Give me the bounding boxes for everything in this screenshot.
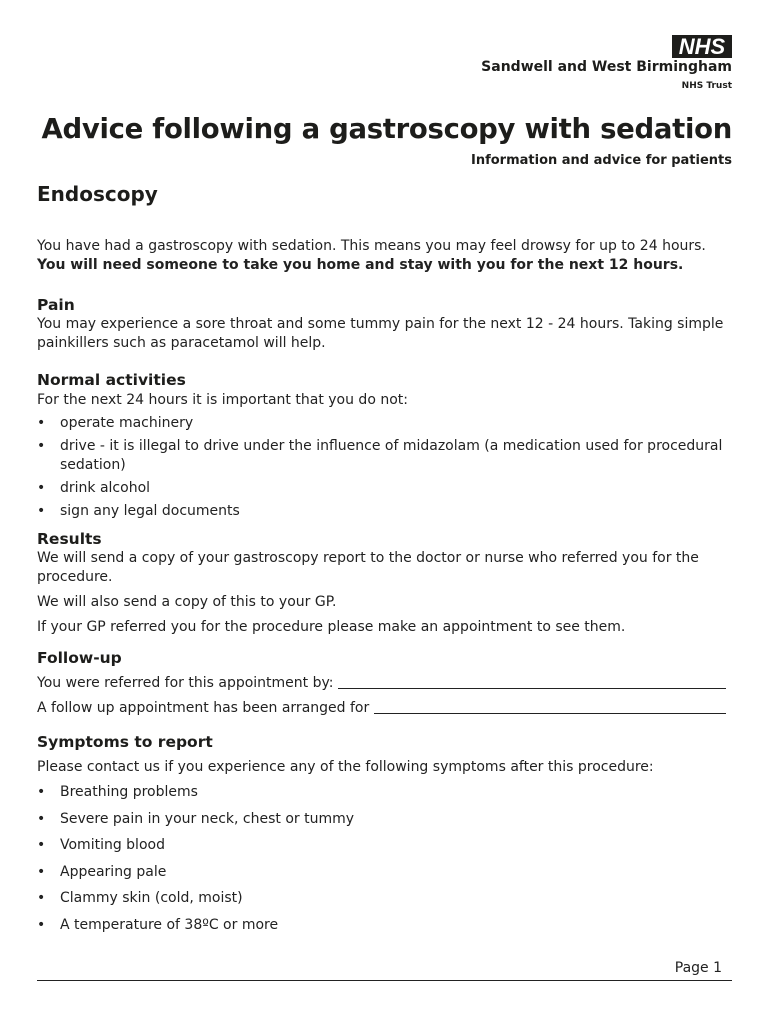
list-item: • Severe pain in your neck, chest or tummy — [37, 810, 732, 829]
list-item: • Breathing problems — [37, 783, 732, 802]
normal-activities-heading: Normal activities — [37, 371, 186, 389]
document-subtitle: Information and advice for patients — [470, 153, 732, 168]
results-heading: Results — [37, 530, 102, 548]
results-text-2: We will also send a copy of this to your GP. — [37, 594, 337, 610]
results-text-3: If your GP referred you for the procedure please make an appointment to see them. — [37, 619, 626, 635]
list-item: • operate machinery — [37, 414, 732, 433]
normal-activities-intro: For the next 24 hours it is important that you do not: — [37, 392, 408, 408]
normal-activities-list — [37, 414, 732, 521]
symptoms-intro: Please contact us if you experience any of the following symptoms after this procedure: — [37, 759, 654, 775]
list-item: • Clammy skin (cold, moist) — [37, 889, 732, 908]
symptoms-list — [37, 783, 732, 935]
section-title: Endoscopy — [37, 182, 158, 206]
nhs-logo: NHS — [672, 35, 732, 58]
list-item: • Vomiting blood — [37, 836, 732, 855]
follow-up-heading: Follow-up — [37, 649, 122, 667]
results-text-1: We will send a copy of your gastroscopy report to the doctor or nurse who referred you for the procedure. — [37, 550, 699, 585]
list-item: • Appearing pale — [37, 863, 732, 882]
appointment-row — [37, 699, 732, 718]
footer-divider — [37, 980, 732, 981]
pain-text: You may experience a sore throat and some tummy pain for the next 12 - 24 hours. Taking simple painkillers such as paracetamol will help. — [37, 316, 724, 351]
referred-by-label: You were referred for this appointment by: — [37, 675, 334, 691]
referred-by-blank-line[interactable] — [338, 688, 726, 689]
trust-subtitle: NHS Trust — [681, 81, 732, 91]
page-number: Page 1 — [674, 960, 722, 976]
referred-by-row — [37, 674, 732, 693]
document-title: Advice following a gastroscopy with sedation — [41, 113, 732, 145]
list-item: • A temperature of 38ºC or more — [37, 916, 732, 935]
appointment-blank-line[interactable] — [374, 713, 726, 714]
intro-text: You have had a gastroscopy with sedation. This means you may feel drowsy for up to 24 hours. — [37, 238, 706, 254]
appointment-label: A follow up appointment has been arranged for — [37, 700, 370, 716]
list-item: • drive - it is illegal to drive under the influence of midazolam (a medication used for procedural sedation) — [37, 437, 732, 475]
document-body — [37, 237, 732, 942]
symptoms-heading: Symptoms to report — [37, 733, 213, 751]
list-item: • drink alcohol — [37, 479, 732, 498]
intro-bold-text: You will need someone to take you home and stay with you for the next 12 hours. — [37, 257, 684, 273]
trust-name: Sandwell and West Birmingham — [481, 59, 732, 75]
pain-heading: Pain — [37, 296, 75, 314]
list-item: • sign any legal documents — [37, 502, 732, 521]
